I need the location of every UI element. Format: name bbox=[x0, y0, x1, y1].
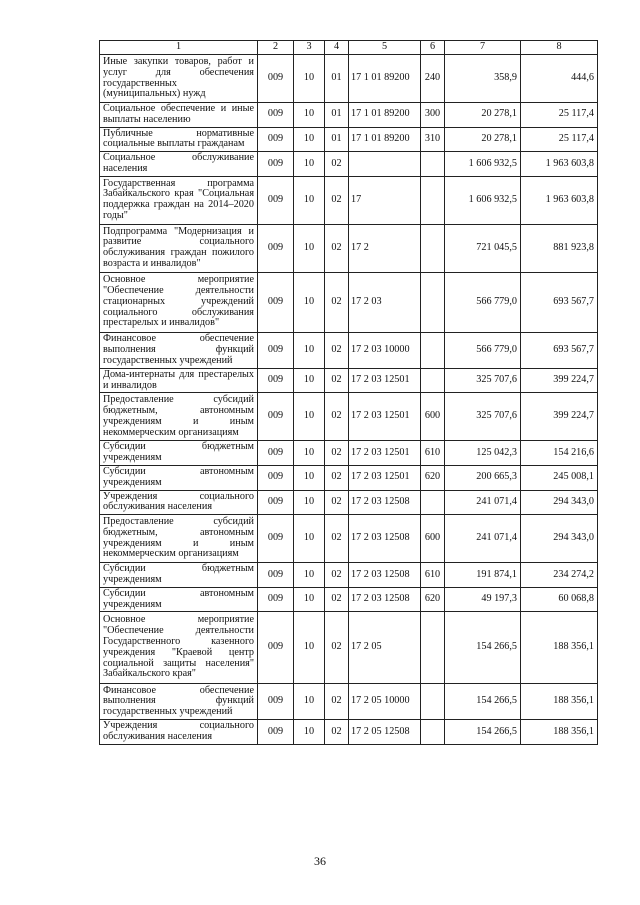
subsection-code-cell: 02 bbox=[325, 515, 349, 563]
expense-type-cell bbox=[421, 224, 445, 272]
subsection-code-cell: 02 bbox=[325, 441, 349, 466]
subsection-code-cell: 02 bbox=[325, 720, 349, 745]
table-row bbox=[100, 332, 598, 368]
table-row bbox=[100, 490, 598, 515]
amount-cell: 1 606 932,5 bbox=[445, 152, 521, 177]
target-article-cell: 17 bbox=[349, 176, 421, 224]
row-name-cell: Учреждения социального обслуживания населения bbox=[100, 720, 258, 745]
amount-cell: 241 071,4 bbox=[445, 515, 521, 563]
expense-type-cell: 240 bbox=[421, 55, 445, 103]
amount-cell: 154 216,6 bbox=[521, 441, 598, 466]
expense-type-cell bbox=[421, 332, 445, 368]
section-code-cell: 10 bbox=[294, 152, 325, 177]
ved-code-cell: 009 bbox=[258, 587, 294, 612]
table-row bbox=[100, 55, 598, 103]
expense-type-cell bbox=[421, 272, 445, 332]
amount-cell: 154 266,5 bbox=[445, 720, 521, 745]
amount-cell: 154 266,5 bbox=[445, 684, 521, 720]
amount-cell: 60 068,8 bbox=[521, 587, 598, 612]
ved-code-cell: 009 bbox=[258, 272, 294, 332]
expense-type-cell: 310 bbox=[421, 127, 445, 152]
ved-code-cell: 009 bbox=[258, 612, 294, 684]
column-header: 3 bbox=[294, 41, 325, 55]
amount-cell: 191 874,1 bbox=[445, 563, 521, 588]
row-name-cell: Социальное обеспечение и иные выплаты населению bbox=[100, 103, 258, 128]
target-article-cell bbox=[349, 152, 421, 177]
amount-cell: 20 278,1 bbox=[445, 103, 521, 128]
subsection-code-cell: 01 bbox=[325, 127, 349, 152]
row-name-cell: Финансовое обеспечение выполнения функций государственных учреждений bbox=[100, 332, 258, 368]
ved-code-cell: 009 bbox=[258, 465, 294, 490]
subsection-code-cell: 01 bbox=[325, 103, 349, 128]
row-name-cell: Субсидии автономным учреждениям bbox=[100, 587, 258, 612]
section-code-cell: 10 bbox=[294, 684, 325, 720]
subsection-code-cell: 02 bbox=[325, 368, 349, 393]
amount-cell: 1 606 932,5 bbox=[445, 176, 521, 224]
expense-type-cell bbox=[421, 176, 445, 224]
page-number: 36 bbox=[314, 854, 326, 868]
expense-type-cell bbox=[421, 368, 445, 393]
row-name-cell: Субсидии бюджетным учреждениям bbox=[100, 441, 258, 466]
table-row bbox=[100, 103, 598, 128]
row-name-cell: Социальное обслуживание населения bbox=[100, 152, 258, 177]
column-header: 1 bbox=[100, 41, 258, 55]
subsection-code-cell: 02 bbox=[325, 272, 349, 332]
amount-cell: 188 356,1 bbox=[521, 612, 598, 684]
target-article-cell: 17 2 bbox=[349, 224, 421, 272]
amount-cell: 325 707,6 bbox=[445, 368, 521, 393]
ved-code-cell: 009 bbox=[258, 490, 294, 515]
row-name-cell: Предоставление субсидий бюджетным, автономным учреждениям и иным некоммерческим организациям bbox=[100, 393, 258, 441]
row-name-cell: Финансовое обеспечение выполнения функций государственных учреждений bbox=[100, 684, 258, 720]
amount-cell: 693 567,7 bbox=[521, 332, 598, 368]
amount-cell: 241 071,4 bbox=[445, 490, 521, 515]
section-code-cell: 10 bbox=[294, 587, 325, 612]
subsection-code-cell: 02 bbox=[325, 587, 349, 612]
expense-type-cell bbox=[421, 152, 445, 177]
section-code-cell: 10 bbox=[294, 55, 325, 103]
section-code-cell: 10 bbox=[294, 465, 325, 490]
table-row bbox=[100, 720, 598, 745]
target-article-cell: 17 1 01 89200 bbox=[349, 55, 421, 103]
section-code-cell: 10 bbox=[294, 332, 325, 368]
amount-cell: 399 224,7 bbox=[521, 368, 598, 393]
row-name-cell: Учреждения социального обслуживания населения bbox=[100, 490, 258, 515]
amount-cell: 881 923,8 bbox=[521, 224, 598, 272]
expense-type-cell: 600 bbox=[421, 393, 445, 441]
column-header: 5 bbox=[349, 41, 421, 55]
table-row bbox=[100, 152, 598, 177]
amount-cell: 25 117,4 bbox=[521, 127, 598, 152]
section-code-cell: 10 bbox=[294, 490, 325, 515]
target-article-cell: 17 1 01 89200 bbox=[349, 103, 421, 128]
row-name-cell: Основное мероприятие "Обеспечение деятельности стационарных учреждений социального обслуживания престарелых и инвалидов" bbox=[100, 272, 258, 332]
budget-table-sheet bbox=[99, 40, 597, 745]
section-code-cell: 10 bbox=[294, 563, 325, 588]
subsection-code-cell: 02 bbox=[325, 563, 349, 588]
target-article-cell: 17 1 01 89200 bbox=[349, 127, 421, 152]
target-article-cell: 17 2 05 10000 bbox=[349, 684, 421, 720]
amount-cell: 234 274,2 bbox=[521, 563, 598, 588]
amount-cell: 245 008,1 bbox=[521, 465, 598, 490]
section-code-cell: 10 bbox=[294, 720, 325, 745]
section-code-cell: 10 bbox=[294, 441, 325, 466]
amount-cell: 444,6 bbox=[521, 55, 598, 103]
target-article-cell: 17 2 03 12501 bbox=[349, 465, 421, 490]
amount-cell: 399 224,7 bbox=[521, 393, 598, 441]
target-article-cell: 17 2 03 10000 bbox=[349, 332, 421, 368]
target-article-cell: 17 2 05 bbox=[349, 612, 421, 684]
subsection-code-cell: 02 bbox=[325, 684, 349, 720]
table-row bbox=[100, 224, 598, 272]
section-code-cell: 10 bbox=[294, 515, 325, 563]
expense-type-cell: 620 bbox=[421, 465, 445, 490]
ved-code-cell: 009 bbox=[258, 393, 294, 441]
subsection-code-cell: 02 bbox=[325, 612, 349, 684]
section-code-cell: 10 bbox=[294, 176, 325, 224]
row-name-cell: Публичные нормативные социальные выплаты гражданам bbox=[100, 127, 258, 152]
subsection-code-cell: 02 bbox=[325, 224, 349, 272]
ved-code-cell: 009 bbox=[258, 563, 294, 588]
amount-cell: 125 042,3 bbox=[445, 441, 521, 466]
row-name-cell: Субсидии автономным учреждениям bbox=[100, 465, 258, 490]
amount-cell: 1 963 603,8 bbox=[521, 176, 598, 224]
table-header-row bbox=[100, 41, 598, 55]
ved-code-cell: 009 bbox=[258, 441, 294, 466]
expense-type-cell: 610 bbox=[421, 441, 445, 466]
subsection-code-cell: 02 bbox=[325, 332, 349, 368]
table-row bbox=[100, 684, 598, 720]
amount-cell: 154 266,5 bbox=[445, 612, 521, 684]
section-code-cell: 10 bbox=[294, 393, 325, 441]
row-name-cell: Субсидии бюджетным учреждениям bbox=[100, 563, 258, 588]
amount-cell: 49 197,3 bbox=[445, 587, 521, 612]
column-header: 4 bbox=[325, 41, 349, 55]
column-header: 2 bbox=[258, 41, 294, 55]
expense-type-cell: 300 bbox=[421, 103, 445, 128]
expense-type-cell bbox=[421, 612, 445, 684]
column-header: 6 bbox=[421, 41, 445, 55]
table-row bbox=[100, 587, 598, 612]
amount-cell: 200 665,3 bbox=[445, 465, 521, 490]
section-code-cell: 10 bbox=[294, 224, 325, 272]
target-article-cell: 17 2 03 bbox=[349, 272, 421, 332]
ved-code-cell: 009 bbox=[258, 515, 294, 563]
amount-cell: 566 779,0 bbox=[445, 272, 521, 332]
row-name-cell: Основное мероприятие "Обеспечение деятельности Государственного казенного учреждения "Краевой центр социальной защиты населения" Забайкальского края" bbox=[100, 612, 258, 684]
table-row bbox=[100, 127, 598, 152]
table-row bbox=[100, 176, 598, 224]
subsection-code-cell: 02 bbox=[325, 465, 349, 490]
ved-code-cell: 009 bbox=[258, 127, 294, 152]
table-row bbox=[100, 515, 598, 563]
section-code-cell: 10 bbox=[294, 127, 325, 152]
table-row bbox=[100, 465, 598, 490]
subsection-code-cell: 02 bbox=[325, 176, 349, 224]
section-code-cell: 10 bbox=[294, 368, 325, 393]
ved-code-cell: 009 bbox=[258, 224, 294, 272]
column-header: 8 bbox=[521, 41, 598, 55]
subsection-code-cell: 02 bbox=[325, 152, 349, 177]
ved-code-cell: 009 bbox=[258, 55, 294, 103]
target-article-cell: 17 2 03 12508 bbox=[349, 563, 421, 588]
subsection-code-cell: 01 bbox=[325, 55, 349, 103]
target-article-cell: 17 2 03 12501 bbox=[349, 441, 421, 466]
row-name-cell: Дома-интернаты для престарелых и инвалидов bbox=[100, 368, 258, 393]
amount-cell: 25 117,4 bbox=[521, 103, 598, 128]
amount-cell: 188 356,1 bbox=[521, 720, 598, 745]
expense-type-cell: 600 bbox=[421, 515, 445, 563]
row-name-cell: Государственная программа Забайкальского края "Социальная поддержка граждан на 2014–2020 годы" bbox=[100, 176, 258, 224]
amount-cell: 693 567,7 bbox=[521, 272, 598, 332]
amount-cell: 294 343,0 bbox=[521, 490, 598, 515]
target-article-cell: 17 2 03 12501 bbox=[349, 368, 421, 393]
table-row bbox=[100, 393, 598, 441]
amount-cell: 1 963 603,8 bbox=[521, 152, 598, 177]
row-name-cell: Иные закупки товаров, работ и услуг для обеспечения государственных (муниципальных) нужд bbox=[100, 55, 258, 103]
expense-type-cell bbox=[421, 720, 445, 745]
amount-cell: 358,9 bbox=[445, 55, 521, 103]
ved-code-cell: 009 bbox=[258, 720, 294, 745]
subsection-code-cell: 02 bbox=[325, 490, 349, 515]
table-row bbox=[100, 563, 598, 588]
ved-code-cell: 009 bbox=[258, 152, 294, 177]
budget-table bbox=[99, 40, 598, 745]
table-row bbox=[100, 368, 598, 393]
expense-type-cell bbox=[421, 684, 445, 720]
table-row bbox=[100, 441, 598, 466]
section-code-cell: 10 bbox=[294, 103, 325, 128]
expense-type-cell bbox=[421, 490, 445, 515]
ved-code-cell: 009 bbox=[258, 368, 294, 393]
ved-code-cell: 009 bbox=[258, 684, 294, 720]
target-article-cell: 17 2 05 12508 bbox=[349, 720, 421, 745]
target-article-cell: 17 2 03 12501 bbox=[349, 393, 421, 441]
subsection-code-cell: 02 bbox=[325, 393, 349, 441]
amount-cell: 325 707,6 bbox=[445, 393, 521, 441]
amount-cell: 20 278,1 bbox=[445, 127, 521, 152]
column-header: 7 bbox=[445, 41, 521, 55]
amount-cell: 566 779,0 bbox=[445, 332, 521, 368]
table-row bbox=[100, 272, 598, 332]
target-article-cell: 17 2 03 12508 bbox=[349, 490, 421, 515]
amount-cell: 294 343,0 bbox=[521, 515, 598, 563]
row-name-cell: Подпрограмма "Модернизация и развитие социального обслуживания граждан пожилого возраста и инвалидов" bbox=[100, 224, 258, 272]
section-code-cell: 10 bbox=[294, 272, 325, 332]
ved-code-cell: 009 bbox=[258, 332, 294, 368]
row-name-cell: Предоставление субсидий бюджетным, автономным учреждениям и иным некоммерческим организациям bbox=[100, 515, 258, 563]
table-row bbox=[100, 612, 598, 684]
target-article-cell: 17 2 03 12508 bbox=[349, 515, 421, 563]
expense-type-cell: 620 bbox=[421, 587, 445, 612]
amount-cell: 188 356,1 bbox=[521, 684, 598, 720]
target-article-cell: 17 2 03 12508 bbox=[349, 587, 421, 612]
amount-cell: 721 045,5 bbox=[445, 224, 521, 272]
ved-code-cell: 009 bbox=[258, 103, 294, 128]
section-code-cell: 10 bbox=[294, 612, 325, 684]
expense-type-cell: 610 bbox=[421, 563, 445, 588]
ved-code-cell: 009 bbox=[258, 176, 294, 224]
